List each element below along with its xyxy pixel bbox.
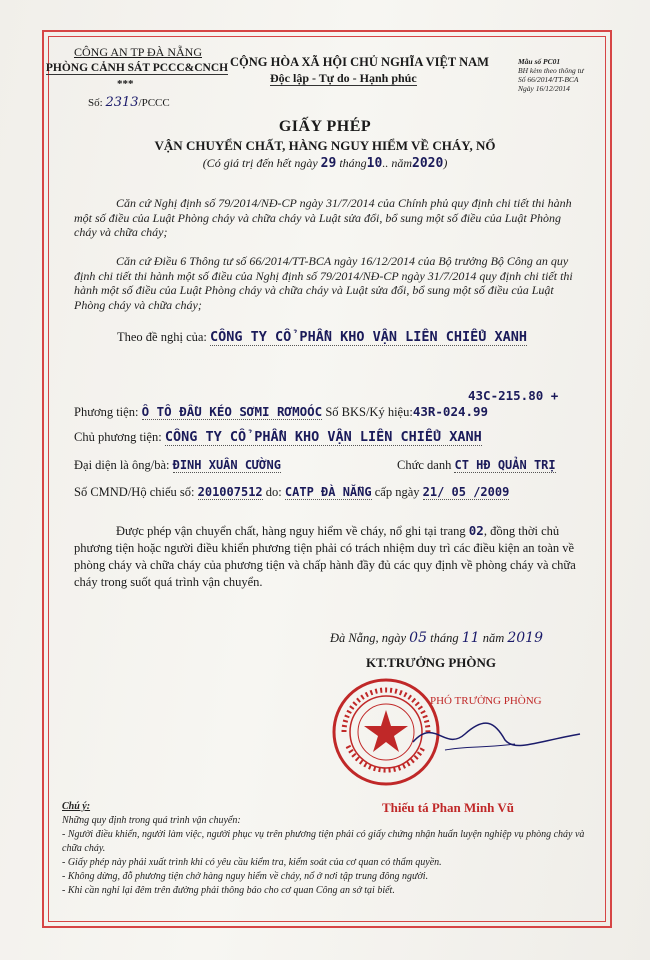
validity-line: (Có giá trị đến hết ngày 29 tháng10.. năm2020) — [202, 156, 448, 171]
legal-basis-circular: Căn cứ Điều 6 Thông tư số 66/2014/TT-BCA ngày 16/12/2014 của Bộ trưởng Bộ Công an quy định chi tiết thi hành một số điều của Nghị định số 79/2014/NĐ-CP ngày 31/7/2014 quy định chi tiết thi hành một số điều của Luật Phòng cháy và chữa cháy và Luật sửa đổi, bổ sung một số điều của Luật Phòng cháy và chữa cháy; — [74, 254, 573, 312]
document-title: GIẤY PHÉP — [278, 118, 372, 135]
owner-field: Chủ phương tiện: CÔNG TY CỔ PHẦN KHO VẬN LIÊN CHIỂU XANH — [74, 429, 482, 445]
notes-title: Chú ý: — [62, 801, 91, 812]
note-item: - Giấy phép này phải xuất trình khi có yêu cầu kiểm tra, kiểm soát của cơ quan có thẩm quyền. — [62, 857, 442, 868]
note-item: - Người điều khiển, người làm việc, người phục vụ trên phương tiện phải có giấy chứng nhận huấn luyện nghiệp vụ phòng cháy và chữa cháy. — [62, 829, 585, 854]
deputy-title: PHÓ TRƯỞNG PHÒNG — [430, 695, 542, 707]
country-name: CỘNG HÒA XÃ HỘI CHỦ NGHĨA VIỆT NAM — [230, 55, 489, 69]
document-subtitle: VẬN CHUYỂN CHẤT, HÀNG NGUY HIỂM VỀ CHÁY, NỔ — [154, 138, 496, 153]
note-item: - Khi cần nghỉ lại đêm trên đường phải thông báo cho cơ quan Công an sở tại biết. — [62, 885, 395, 896]
form-code: Mẫu số PC01 BH kèm theo thông tư Số 66/2014/TT-BCA Ngày 16/12/2014 — [518, 57, 584, 93]
notes-section — [62, 800, 602, 898]
permission-text: Được phép vận chuyển chất, hàng nguy hiểm về cháy, nổ ghi tại trang 02, đồng thời chủ phương tiện hoặc người điều khiển phương tiện phải có trách nhiệm duy trì các điều kiện an toàn về phòng cháy và chữa cháy của phương tiện và chấp hành đầy đủ các quy định về phòng cháy và chữa cháy trong suốt quá trình vận chuyển. — [74, 523, 576, 589]
national-motto: Độc lập - Tự do - Hạnh phúc — [270, 71, 417, 85]
stars: *** — [117, 78, 134, 90]
proposal-field: Theo đề nghị của: CÔNG TY CỔ PHẦN KHO VẬN LIÊN CHIỂU XANH — [117, 329, 528, 345]
signer-name: Thiếu tá Phan Minh Vũ — [382, 800, 514, 815]
document-number: Số: 2313/PCCC — [88, 95, 170, 110]
notes-intro: Những quy định trong quá trình vận chuyển: — [62, 815, 241, 826]
legal-basis-decree: Căn cứ Nghị định số 79/2014/NĐ-CP ngày 31/7/2014 của Chính phủ quy định chi tiết thi hành một số điều của Luật Phòng cháy và chữa cháy và Luật sửa đổi, bổ sung một số điều của Luật Phòng cháy và chữa cháy; — [74, 196, 572, 239]
department-name: PHÒNG CẢNH SÁT PCCC&CNCH — [45, 62, 229, 74]
on-behalf-title: KT.TRƯỞNG PHÒNG — [366, 655, 496, 670]
plate-number-1: 43C-215.80 + — [468, 388, 559, 403]
signature-icon — [405, 712, 585, 762]
note-item: - Không dừng, đỗ phương tiện chở hàng nguy hiểm về cháy, nổ ở nơi tập trung đông người. — [62, 871, 429, 882]
agency-name: CÔNG AN TP ĐÀ NẴNG — [73, 45, 202, 59]
vehicle-field: Phương tiện: Ô TÔ ĐẦU KÉO SƠMI RƠMOÓC Số BKS/Ký hiệu:43R-024.99 — [74, 404, 489, 419]
position-field: Chức danh CT HĐ QUẢN TRỊ — [397, 458, 556, 472]
representative-field: Đại diện là ông/bà: ĐINH XUÂN CƯỜNG — [74, 458, 281, 472]
place-date: Đà Nẵng, ngày 05 tháng 11 năm 2019 — [330, 630, 543, 646]
id-field: Số CMND/Hộ chiếu số: 201007512 do: CATP ĐÀ NẴNG cấp ngày 21/ 05 /2009 — [74, 485, 510, 499]
